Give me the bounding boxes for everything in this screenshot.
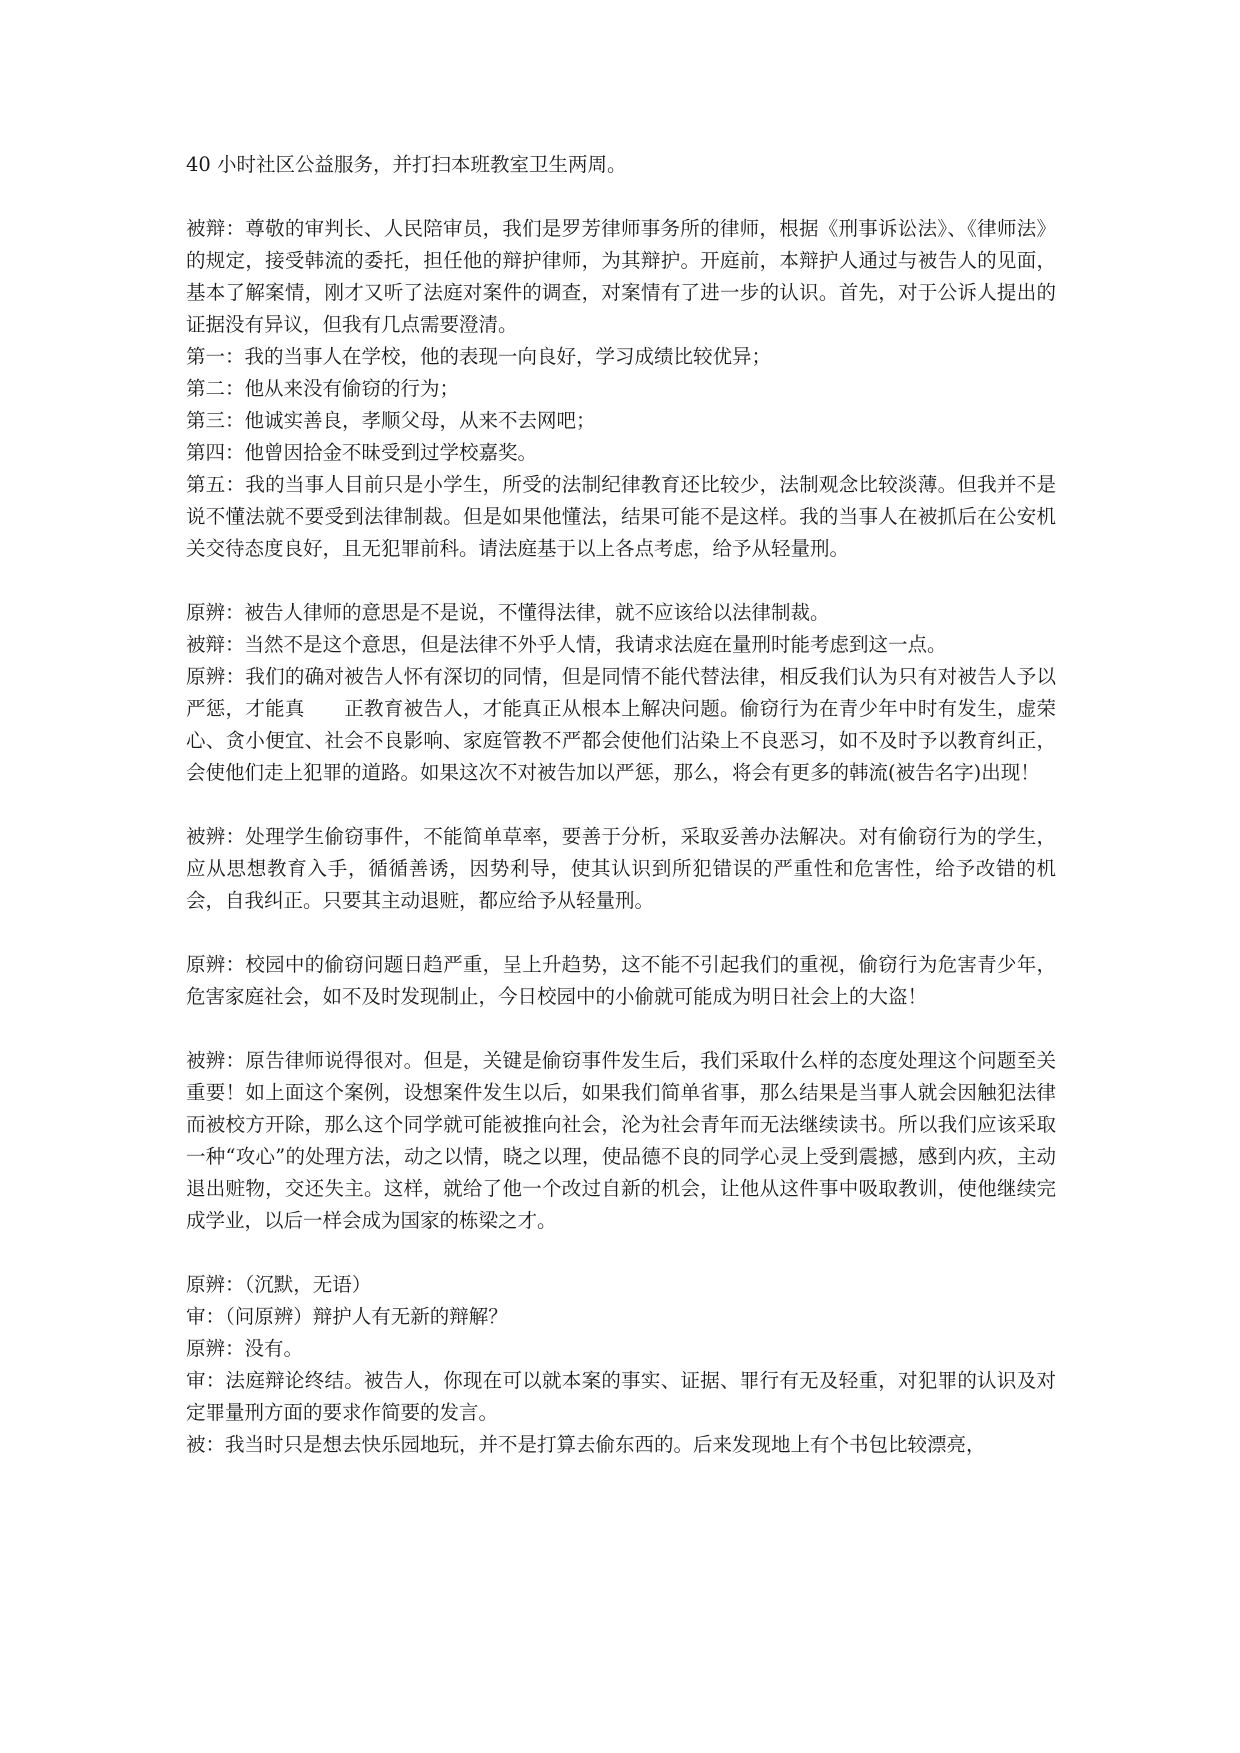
paragraph-plaintiff-none: 原辨：没有。 (186, 1337, 304, 1360)
paragraph-defense-opening: 被辩：尊敬的审判长、人民陪审员，我们是罗芳律师事务所的律师，根据《刑事诉讼法》、《律师法》的规定，接受韩流的委托，担任他的辩护律师，为其辩护。开庭前，本辩护人通过与被告人的见面，基本了解案情，刚才又听了法庭对案件的调查，对案情有了进一步的认识。首先，对于公诉人提出的证据没有异议，但我有几点需要澄清。 (186, 217, 1056, 336)
paragraph-gap (186, 1013, 1056, 1045)
paragraph-judge-question: 审：（问原辨）辩护人有无新的辩解？ (186, 1305, 508, 1328)
paragraph-gap (186, 917, 1056, 949)
paragraph-plaintiff-rebuttal: 原辨：我们的确对被告人怀有深切的同情，但是同情不能代替法律，相反我们认为只有对被告人予以严惩，才能真 正教育被告人，才能真正从根本上解决问题。偷窃行为在青少年中时有发生，虚荣心、贪小便宜、社会不良影响、家庭管教不严都会使他们沾染上不良恶习，如不及时予以教育纠正，会使他们走上犯罪的道路。如果这次不对被告加以严惩，那么，将会有更多的韩流(被告名字)出现！ (186, 665, 1056, 784)
paragraph-defense-persuasion: 被辨：原告律师说得很对。但是，关键是偷窃事件发生后，我们采取什么样的态度处理这个问题至关重要！如上面这个案例，设想案件发生以后，如果我们简单省事，那么结果是当事人就会因触犯法律而被校方开除，那么这个同学就可能被推向社会，沦为社会青年而无法继续读书。所以我们应该采取一种“攻心”的处理方法，动之以情，晓之以理，使品德不良的同学心灵上受到震撼，感到内疚，主动退出赃物，交还失主。这样，就给了他一个改过自新的机会，让他从这件事中吸取教训，使他继续完成学业，以后一样会成为国家的栋梁之才。 (186, 1049, 1056, 1232)
paragraph-plaintiff-campus: 原辨：校园中的偷窃问题日趋严重，呈上升趋势，这不能不引起我们的重视，偷窃行为危害青少年，危害家庭社会，如不及时发现制止，今日校园中的小偷就可能成为明日社会上的大盗！ (186, 953, 1056, 1008)
paragraph-point-5: 第五：我的当事人目前只是小学生，所受的法制纪律教育还比较少，法制观念比较淡薄。但我并不是说不懂法就不要受到法律制裁。但是如果他懂法，结果可能不是这样。我的当事人在被抓后在公安机关交待态度良好，且无犯罪前科。请法庭基于以上各点考虑，给予从轻量刑。 (186, 473, 1056, 560)
paragraph-judge-closing: 审：法庭辩论终结。被告人，你现在可以就本案的事实、证据、罪行有无及轻重，对犯罪的认识及对定罪量刑方面的要求作简要的发言。 (186, 1369, 1056, 1424)
paragraph-plaintiff-silence: 原辨：（沉默，无语） (186, 1273, 372, 1296)
paragraph-gap (186, 565, 1056, 597)
paragraph-defense-education: 被辨：处理学生偷窃事件，不能简单草率，要善于分析，采取妥善办法解决。对有偷窃行为的学生，应从思想教育入手，循循善诱，因势利导，使其认识到所犯错误的严重性和危害性，给予改错的机会，自我纠正。只要其主动退赃，都应给予从轻量刑。 (186, 825, 1056, 912)
paragraph-gap (186, 1237, 1056, 1269)
paragraph-plaintiff-question: 原辨：被告人律师的意思是不是说，不懂得法律，就不应该给以法律制裁。 (186, 601, 830, 624)
paragraph-point-3: 第三：他诚实善良，孝顺父母，从来不去网吧； (186, 409, 596, 432)
paragraph-service-sentence: 40 小时社区公益服务，并打扫本班教室卫生两周。 (186, 153, 627, 176)
paragraph-point-2: 第二：他从来没有偷窃的行为； (186, 377, 460, 400)
paragraph-point-1: 第一：我的当事人在学校，他的表现一向良好，学习成绩比较优异； (186, 345, 772, 368)
paragraph-gap (186, 789, 1056, 821)
paragraph-point-4: 第四：他曾因拾金不昧受到过学校嘉奖。 (186, 441, 538, 464)
paragraph-defense-reply: 被辩：当然不是这个意思，但是法律不外乎人情，我请求法庭在量刑时能考虑到这一点。 (186, 633, 947, 656)
paragraph-defendant-statement: 被：我当时只是想去快乐园地玩，并不是打算去偷东西的。后来发现地上有个书包比较漂亮， (186, 1433, 986, 1456)
paragraph-gap (186, 181, 1056, 213)
document-body (186, 149, 1056, 1461)
